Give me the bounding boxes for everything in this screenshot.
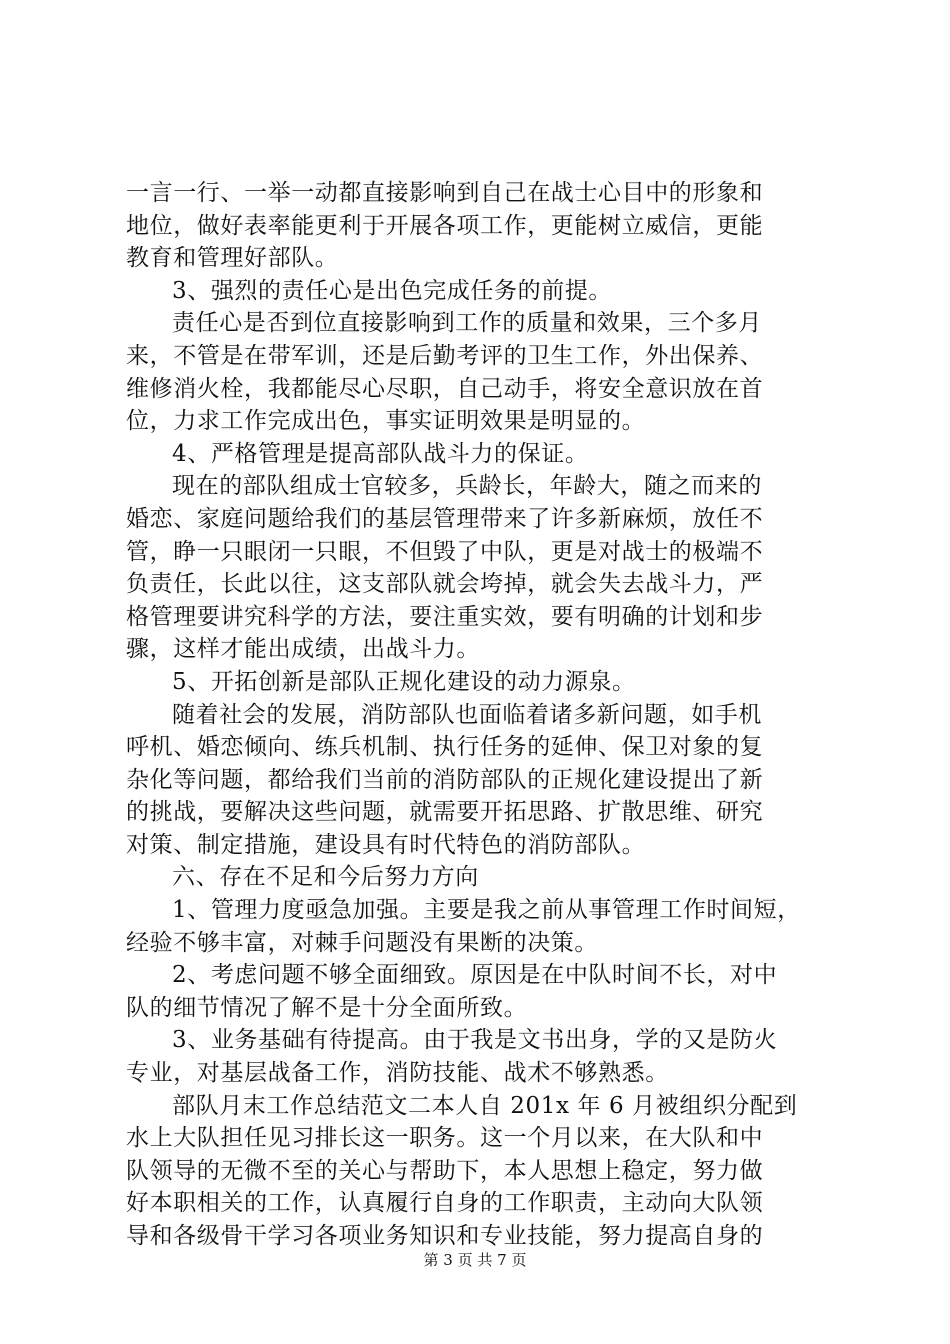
text-line: 水上大队担任见习排长这一职务。这一个月以来，在大队和中	[126, 1125, 764, 1152]
body-text	[126, 177, 826, 1253]
text-line: 责任心是否到位直接影响到工作的质量和效果，三个多月	[172, 310, 762, 337]
text-line: 婚恋、家庭问题给我们的基层管理带来了许多新麻烦，放任不	[126, 505, 764, 532]
text-line: 4、严格管理是提高部队战斗力的保证。	[172, 440, 589, 467]
text-line: 部队月末工作总结范文二本人自 201x 年 6 月被组织分配到	[172, 1092, 798, 1119]
text-line: 现在的部队组成士官较多，兵龄长，年龄大，随之而来的	[172, 473, 762, 500]
text-line: 导和各级骨干学习各项业务知识和专业技能，努力提高自身的	[126, 1223, 764, 1249]
text-line: 对策、制定措施，建设具有时代特色的消防部队。	[126, 831, 646, 858]
text-line: 3、业务基础有待提高。由于我是文书出身，学的又是防火	[172, 1027, 778, 1054]
text-line: 随着社会的发展，消防部队也面临着诸多新问题，如手机	[172, 701, 762, 728]
text-line: 六、存在不足和今后努力方向	[172, 864, 479, 891]
text-line: 1、管理力度亟急加强。主要是我之前从事管理工作时间短，	[172, 897, 801, 924]
text-line: 好本职相关的工作，认真履行自身的工作职责，主动向大队领	[126, 1190, 764, 1217]
text-line: 地位，做好表率能更利于开展各项工作，更能树立威信，更能	[126, 212, 764, 239]
text-line: 队领导的无微不至的关心与帮助下，本人思想上稳定，努力做	[126, 1157, 764, 1184]
text-line: 的挑战，要解决这些问题，就需要开拓思路、扩散思维、研究	[126, 799, 764, 826]
text-line: 呼机、婚恋倾向、练兵机制、执行任务的延伸、保卫对象的复	[126, 734, 764, 761]
text-line: 格管理要讲究科学的方法，要注重实效，要有明确的计划和步	[126, 603, 764, 630]
page-footer: 第 3 页 共 7 页	[423, 1251, 527, 1269]
text-line: 队的细节情况了解不是十分全面所致。	[126, 994, 528, 1021]
text-line: 来，不管是在带军训，还是后勤考评的卫生工作，外出保养、	[126, 342, 764, 369]
text-line: 专业，对基层战备工作，消防技能、战术不够熟悉。	[126, 1060, 669, 1087]
text-line: 教育和管理好部队。	[126, 245, 339, 272]
text-line: 位，力求工作完成出色，事实证明效果是明显的。	[126, 408, 646, 435]
text-line: 负责任，长此以往，这支部队就会垮掉，就会失去战斗力，严	[126, 571, 764, 598]
text-line: 骤，这样才能出成绩，出战斗力。	[126, 636, 480, 663]
text-line: 杂化等问题，都给我们当前的消防部队的正规化建设提出了新	[126, 766, 764, 793]
text-line: 5、开拓创新是部队正规化建设的动力源泉。	[172, 668, 636, 695]
text-line: 经验不够丰富，对棘手问题没有果断的决策。	[126, 929, 598, 956]
text-line: 3、强烈的责任心是出色完成任务的前提。	[172, 277, 613, 304]
text-line: 管，睁一只眼闭一只眼，不但毁了中队，更是对战士的极端不	[126, 538, 764, 565]
text-line: 一言一行、一举一动都直接影响到自己在战士心目中的形象和	[126, 180, 764, 206]
text-line: 维修消火栓，我都能尽心尽职，自己动手，将安全意识放在首	[126, 375, 764, 402]
text-line: 2、考虑问题不够全面细致。原因是在中队时间不长，对中	[172, 962, 778, 989]
